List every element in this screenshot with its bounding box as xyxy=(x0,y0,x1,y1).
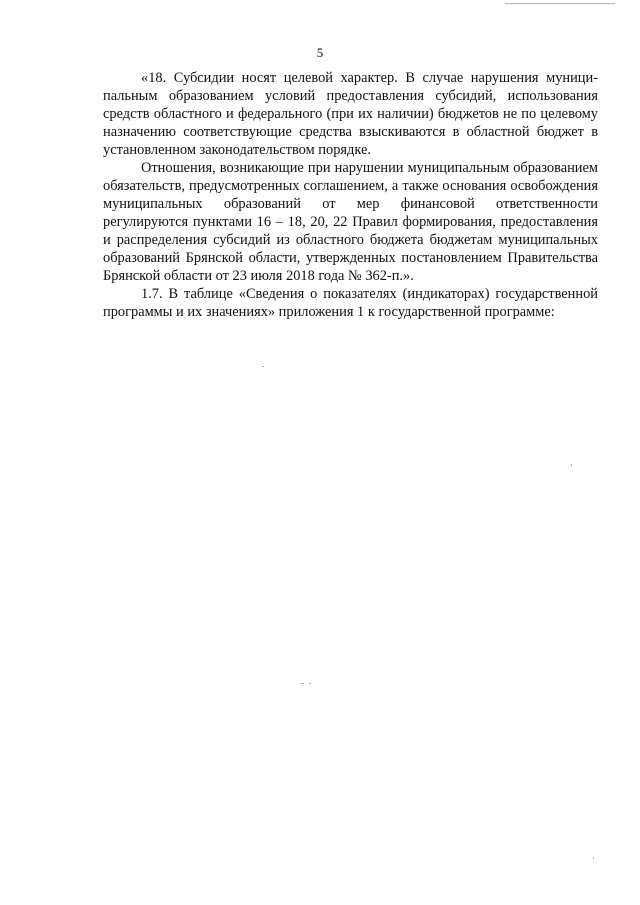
paragraph-table-amendment: 1.7. В таблице «Сведения о показателях (индикаторах) государственной программы и их значениях» приложения 1 к государственной программе: xyxy=(103,286,598,320)
scan-speck xyxy=(571,464,572,466)
document-body xyxy=(103,69,598,321)
top-edge-rule xyxy=(505,3,615,4)
scan-speck xyxy=(301,683,304,684)
page-number: 5 xyxy=(316,45,324,60)
scan-speck xyxy=(309,683,311,684)
scan-speck xyxy=(593,857,594,859)
paragraph-subsidies-purpose: «18. Субсидии носят целевой характер. В случае нарушения муниципальным образованием условий предоставления субсидий, использования средств областного и федерального (при их наличии) бюджетов не по целевому назначению соответствующие средства взыскиваются в областной бюджет в установленном законодательством порядке. xyxy=(103,70,598,158)
paragraph-obligations: Отношения, возникающие при нарушении муниципальным образованием обязательств, предусмотренных соглашением, а также основания освобождения муниципальных образований от мер финансовой ответственности регулируются пунктами 16 – 18, 20, 22 Правил формирования, предоставления и распределения субсидий из областного бюджета бюджетам муниципальных образований Брянской области, утвержденных постановлением Правительства Брянской области от 23 июля 2018 года № 362-п.». xyxy=(103,160,598,284)
scan-speck xyxy=(262,366,264,367)
